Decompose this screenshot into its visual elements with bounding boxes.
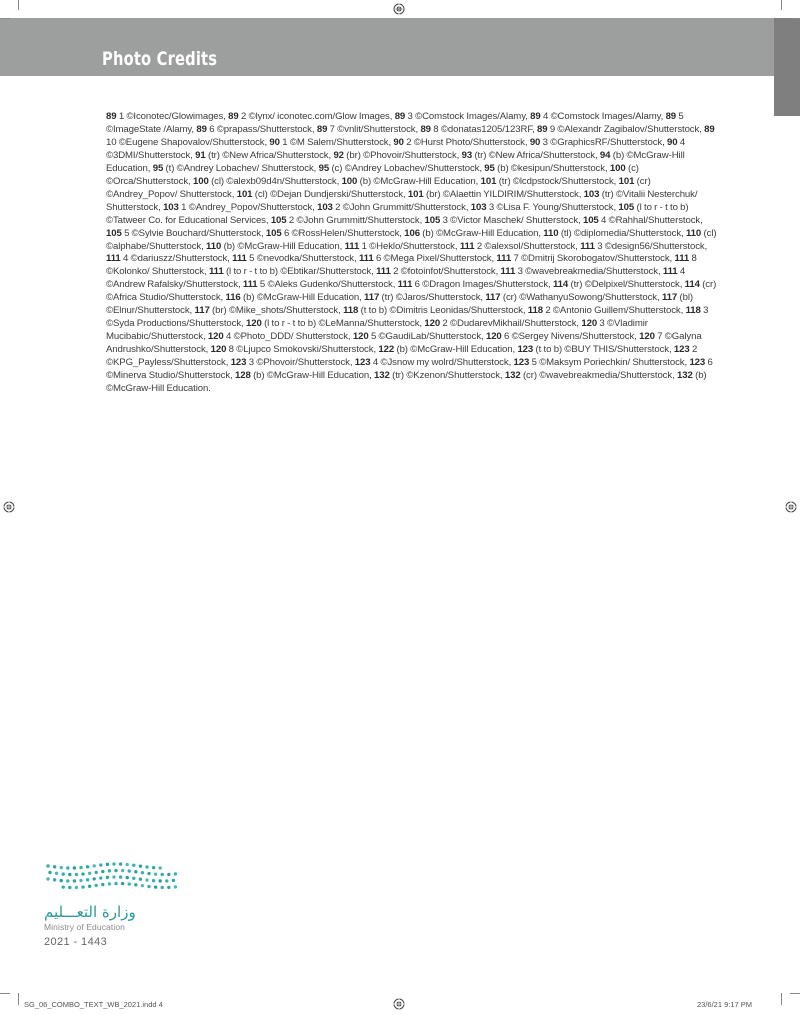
logo-dot [106,863,109,866]
credit-page-number: 123 [230,357,247,369]
credit-text: 3 ©Lisa F. Young/Shutterstock, [486,201,619,213]
credit-page-number: 100 [192,175,209,187]
logo-dot [141,871,144,874]
logo-dot [79,866,82,869]
credit-page-number: 105 [424,214,441,226]
logo-dot [93,864,96,867]
credit-text: 3 ©GraphicsRF/Shutterstock, [540,136,668,148]
credit-page-number: 105 [265,227,282,239]
credit-page-number: 89 [394,111,406,122]
credit-page-number: 89 [228,111,239,122]
logo-dot [119,875,122,878]
credit-page-number: 120 [245,318,262,330]
credit-page-number: 111 [232,253,247,265]
credit-page-number: 101 [236,188,253,200]
ministry-logo-dots-icon [44,862,180,892]
credit-page-number: 117 [485,292,501,304]
logo-dot [159,866,162,869]
credit-text: (tr) ©New Africa/Shutterstock, [472,149,600,161]
credit-page-number: 111 [674,253,690,265]
credit-page-number: 89 [665,111,677,122]
credit-text: (b) ©McGraw-Hill Education, [394,344,518,356]
credit-page-number: 114 [552,279,569,291]
logo-dot [48,871,51,874]
credit-text: 3 ©Comstock Images/Alamy, [405,111,531,122]
credit-page-number: 93 [461,149,473,161]
logo-dot [75,886,78,889]
credit-page-number: 90 [529,136,541,148]
ministry-name-english: Ministry of Education [44,922,125,932]
logo-dot [68,873,71,876]
credit-page-number: 128 [234,370,251,382]
credit-page-number: 105 [270,214,287,226]
credit-text: 2 ©DudarevMikhail/Shutterstock, [440,318,582,330]
credit-text: (c) ©Andrey Lobachev/Shutterstock, [329,162,485,174]
credit-page-number: 111 [459,240,475,252]
credit-page-number: 89 [106,111,117,122]
logo-dot [126,876,129,879]
credit-text: 7 ©vnlit/Shutterstock, [327,123,421,135]
credit-text: (b) ©McGraw-Hill Education, [250,370,375,382]
credit-text: (t to b) ©Dimitris Leonidas/Shutterstock, [358,305,528,317]
logo-dot [73,866,76,869]
credit-text: (t to b) ©BUY THIS/Shutterstock, [533,344,674,356]
logo-dot [174,885,177,888]
logo-dot [108,869,111,872]
credit-text: 2 ©John Grummitt/Shutterstock, [286,214,425,226]
credit-page-number: 89 [420,123,431,135]
logo-dot [75,873,78,876]
credit-page-number: 116 [225,292,241,304]
logo-dot [62,872,65,875]
credit-page-number: 118 [343,305,359,317]
credit-text: (b) ©McGraw-Hill Education. [106,370,707,395]
logo-dot [66,879,69,882]
credit-page-number: 122 [378,344,395,356]
credit-page-number: 106 [404,227,420,239]
credit-text: 8 ©Kolonko/ Shutterstock, [106,253,697,278]
credit-text: (bl) ©Elnur/Shutterstock, [106,292,693,317]
credit-text: (cl) ©Dejan Dundjerski/Shutterstock, [252,188,408,200]
credit-page-number: 117 [194,305,210,317]
credit-text: 3 ©Vladimir Mucibabic/Shutterstock, [106,318,648,343]
credit-page-number: 123 [513,357,530,369]
logo-dot [161,886,164,889]
credit-page-number: 111 [580,240,595,252]
logo-dot [60,866,63,869]
credit-text: (br) ©Phovoir/Shutterstock, [343,149,462,161]
credit-text: (tr) ©Jaros/Shutterstock, [379,292,486,304]
logo-dot [108,882,111,885]
credit-page-number: 111 [242,279,258,291]
credit-text: 3 ©design56/Shutterstock, [594,240,708,252]
logo-dot [141,884,144,887]
logo-dot [145,865,148,868]
credit-text: (br) ©Mike_shots/Shutterstock, [209,305,344,317]
year-label: 2021 - 1443 [44,936,108,948]
credit-text: 5 ©Sylvie Bouchard/Shutterstock, [121,227,266,239]
credit-text: 4 ©dariuszz/Shutterstock, [120,253,233,265]
logo-dot [86,865,89,868]
logo-dot [46,877,49,880]
side-tab [774,18,800,116]
logo-dot [167,873,170,876]
credit-text: 6 ©RossHelen/Shutterstock, [281,227,405,239]
logo-dot [172,879,175,882]
ministry-name-arabic: وزارة التعـــليم [44,903,136,921]
logo-dot [55,872,58,875]
logo-dot [152,879,155,882]
logo-dot [62,885,65,888]
credit-text: 2 ©lynx/ iconotec.com/Glow Images, [238,111,395,122]
credit-page-number: 90 [667,136,678,148]
credit-text: 1 ©Iconotec/Glowimages, [116,111,229,122]
credit-page-number: 132 [677,370,693,382]
credit-text: 8 ©donatas1205/123RF, [430,123,537,135]
credit-text: 5 ©GaudiLab/Shutterstock, [368,331,486,343]
credit-page-number: 100 [341,175,358,187]
crop-mark [0,18,10,19]
crop-mark [0,993,10,994]
credit-text: (b) ©McGraw-Hill Education, [357,175,481,187]
crop-mark [781,0,782,10]
credit-text: (b) ©kesipun/Shutterstock, [494,162,610,174]
credit-page-number: 123 [673,344,690,356]
credit-page-number: 111 [662,266,678,278]
credit-text: 1 ©Andrey_Popov/Shutterstock, [178,201,318,213]
credit-page-number: 111 [208,266,224,278]
credit-text: (cr) ©Africa Studio/Shutterstock, [106,279,717,304]
credit-text: (cl) ©alexb09d4n/Shutterstock, [208,175,342,187]
credit-text: 2 ©KPG_Payless/Shutterstock, [106,344,698,369]
credit-text: (tr) ©Vitalii Nesterchuk/ Shutterstock, [106,188,698,213]
credit-page-number: 103 [317,201,333,213]
credit-page-number: 111 [496,253,512,265]
crop-mark [790,993,800,994]
credit-text: 10 ©Eugene Shapovalov/Shutterstock, [106,136,270,148]
credit-text: 6 ©Mega Pixel/Shutterstock, [373,253,497,265]
credit-page-number: 110 [543,227,559,239]
credit-text: (tr) ©lcdpstock/Shutterstock, [496,175,619,187]
logo-dot [145,878,148,881]
logo-dot [139,877,142,880]
logo-dot [152,866,155,869]
photo-credits-text [106,111,718,396]
credit-page-number: 111 [358,253,374,265]
credit-text: 1 ©Heklo/Shutterstock, [359,240,460,252]
credit-text: 3 ©Syda Productions/Shutterstock, [106,305,709,330]
credit-page-number: 95 [152,162,164,174]
logo-dot [88,885,91,888]
credit-page-number: 95 [318,162,330,174]
logo-dot [174,872,177,875]
credit-text: (b) ©McGraw-Hill Education, [240,292,364,304]
credit-text: 4 ©Photo_DDD/ Shutterstock, [223,331,353,343]
credit-text: (tl) ©diplomedia/Shutterstock, [558,227,686,239]
logo-dot [134,870,137,873]
credit-page-number: 94 [599,149,611,161]
credit-text: 2 ©Antonio Guillem/Shutterstock, [542,305,686,317]
credit-text: (b) ©McGraw-Hill Education, [106,149,685,174]
credit-page-number: 120 [424,318,441,330]
credit-page-number: 105 [582,214,599,226]
logo-dot [112,862,115,865]
credit-text: 4 ©Jsnow my wolrd/Shutterstock, [370,357,514,369]
logo-dot [139,864,142,867]
credit-text: (cr) ©WathanyuSowong/Shutterstock, [500,292,662,304]
credit-text: (tr) ©New Africa/Shutterstock, [205,149,334,161]
credit-page-number: 114 [684,279,700,291]
logo-dot [126,863,129,866]
credit-page-number: 111 [500,266,516,278]
credit-page-number: 110 [685,227,702,239]
credit-text: 1 ©M Salem/Shutterstock, [279,136,394,148]
logo-dot [161,873,164,876]
credit-text: 4 ©Andrew Rafalsky/Shutterstock, [106,266,686,291]
credit-text: 6 ©Minerva Studio/Shutterstock, [106,357,713,382]
credit-text: (cr) ©wavebreakmedia/Shutterstock, [520,370,678,382]
credit-text: (b) ©McGraw-Hill Education, [221,240,345,252]
credit-page-number: 120 [639,331,655,343]
credit-text: 5 ©ImageState /Alamy, [106,111,684,135]
logo-dot [95,871,98,874]
credit-page-number: 110 [206,240,222,252]
credit-page-number: 100 [609,162,626,174]
logo-dot [68,886,71,889]
logo-dot [159,879,162,882]
credit-page-number: 101 [407,188,424,200]
credit-text: 6 ©prapass/Shutterstock, [206,123,317,135]
credit-text: 3 ©Victor Maschek/ Shutterstock, [440,214,583,226]
credit-text: (cl) ©alphabe/Shutterstock, [106,227,717,252]
credit-text: (l to r - t to b) ©Tatweer Co. for Educational Services, [106,201,689,226]
logo-dot [112,875,115,878]
credit-page-number: 111 [106,253,121,265]
credit-page-number: 111 [344,240,360,252]
credit-text: (c) ©Orca/Shutterstock, [106,162,639,187]
credit-text: 2 ©alexsol/Shutterstock, [474,240,581,252]
credit-text: (l to r - t to b) ©LeManna/Shutterstock, [261,318,425,330]
logo-dot [88,872,91,875]
credit-page-number: 120 [485,331,502,343]
logo-dot [132,864,135,867]
registration-mark-icon [393,998,405,1010]
credit-page-number: 120 [207,331,224,343]
credit-page-number: 89 [536,123,548,135]
credit-text: 2 ©Hurst Photo/Shutterstock, [403,136,530,148]
credit-text: 4 ©3DMI/Shutterstock, [106,136,686,161]
credit-text: 7 ©Galyna Andrushko/Shutterstock, [106,331,702,356]
crop-mark [18,993,19,1005]
logo-dot [81,872,84,875]
file-slug: SG_06_COMBO_TEXT_WB_2021.indd 4 [24,1000,163,1009]
credit-text: 3 ©Phovoir/Shutterstock, [246,357,355,369]
logo-dot [128,869,131,872]
credit-page-number: 117 [364,292,380,304]
credit-text: 3 ©wavebreakmedia/Shutterstock, [515,266,663,278]
crop-mark [790,18,800,19]
logo-dot [114,882,117,885]
credit-page-number: 90 [393,136,404,148]
credit-page-number: 132 [374,370,390,382]
credit-text: (l to r - t to b) ©Ebtikar/Shutterstock, [223,266,377,278]
credit-page-number: 89 [704,123,715,135]
logo-dot [95,884,98,887]
credit-page-number: 123 [517,344,534,356]
credit-page-number: 111 [397,279,413,291]
logo-dot [154,885,157,888]
credit-page-number: 101 [618,175,635,187]
logo-dot [114,869,117,872]
credit-page-number: 103 [163,201,179,213]
credit-text: 6 ©Sergey Nivens/Shutterstock, [501,331,640,343]
crop-mark [781,993,782,1005]
logo-dot [93,877,96,880]
logo-dot [134,883,137,886]
registration-mark-icon [393,3,405,15]
credit-page-number: 103 [470,201,487,213]
registration-mark-icon [785,501,797,513]
credit-page-number: 89 [316,123,328,135]
credit-text: 8 ©Ljupco Smokovski/Shutterstock, [226,344,379,356]
logo-dot [101,870,104,873]
credit-page-number: 117 [661,292,678,304]
logo-dot [128,882,131,885]
page-title: Photo Credits [102,48,218,70]
credit-page-number: 118 [527,305,543,317]
credit-text: (tr) ©Delpixel/Shutterstock, [568,279,685,291]
credit-page-number: 118 [685,305,701,317]
logo-dot [154,872,157,875]
logo-dot [119,862,122,865]
credit-page-number: 91 [195,149,206,161]
credit-text: (tr) ©Kzenon/Shutterstock, [389,370,505,382]
logo-dot [101,883,104,886]
credit-text: (br) ©Alaettin YILDIRIM/Shutterstock, [423,188,584,200]
credit-page-number: 101 [480,175,497,187]
credit-page-number: 120 [352,331,369,343]
logo-dot [99,876,102,879]
credit-page-number: 89 [530,111,541,122]
logo-dot [165,879,168,882]
credit-page-number: 120 [210,344,227,356]
logo-dot [167,886,170,889]
logo-dot [73,879,76,882]
logo-dot [53,865,56,868]
logo-dot [79,879,82,882]
credit-page-number: 103 [583,188,600,200]
credit-page-number: 123 [689,357,706,369]
credit-text: 4 ©Comstock Images/Alamy, [540,111,666,122]
crop-mark [18,0,19,10]
print-timestamp: 23/6/21 9:17 PM [697,1000,753,1009]
credit-page-number: 95 [484,162,495,174]
credit-page-number: 105 [106,227,122,239]
logo-dot [66,866,69,869]
credit-page-number: 132 [504,370,521,382]
credit-text: 5 ©Aleks Gudenko/Shutterstock, [257,279,398,291]
credit-text: 2 ©John Grummitt/Shutterstock, [332,201,471,213]
credit-text: (t) ©Andrey Lobachev/ Shutterstock, [163,162,319,174]
credit-text: 7 ©Dmitrij Skorobogatov/Shutterstock, [511,253,675,265]
logo-dot [147,872,150,875]
credit-page-number: 90 [269,136,280,148]
logo-dot [81,885,84,888]
credit-text: (cr) ©Andrey_Popov/ Shutterstock, [106,175,651,200]
credit-text: 5 ©nevodka/Shutterstock, [246,253,359,265]
credit-page-number: 92 [333,149,344,161]
logo-dot [86,878,89,881]
credit-text: 5 ©Maksym Poriechkin/ Shutterstock, [529,357,690,369]
credit-page-number: 89 [196,123,207,135]
credit-page-number: 111 [376,266,391,278]
logo-dot [121,869,124,872]
registration-mark-icon [3,501,15,513]
logo-dot [132,877,135,880]
credit-text: 6 ©Dragon Images/Shutterstock, [412,279,553,291]
logo-dot [121,882,124,885]
logo-dot [106,876,109,879]
logo-dot [60,879,63,882]
logo-dot [99,863,102,866]
logo-dot [147,885,150,888]
credit-text: (b) ©McGraw-Hill Education, [419,227,544,239]
credit-page-number: 123 [354,357,371,369]
logo-dot [46,864,49,867]
credit-text: 4 ©Rahhal/Shutterstock, [598,214,703,226]
credit-text: 2 ©fotoinfot/Shutterstock, [390,266,501,278]
logo-dot [53,878,56,881]
credit-page-number: 105 [618,201,635,213]
credit-text: 9 ©Alexandr Zagibalov/Shutterstock, [547,123,705,135]
credit-page-number: 120 [581,318,598,330]
